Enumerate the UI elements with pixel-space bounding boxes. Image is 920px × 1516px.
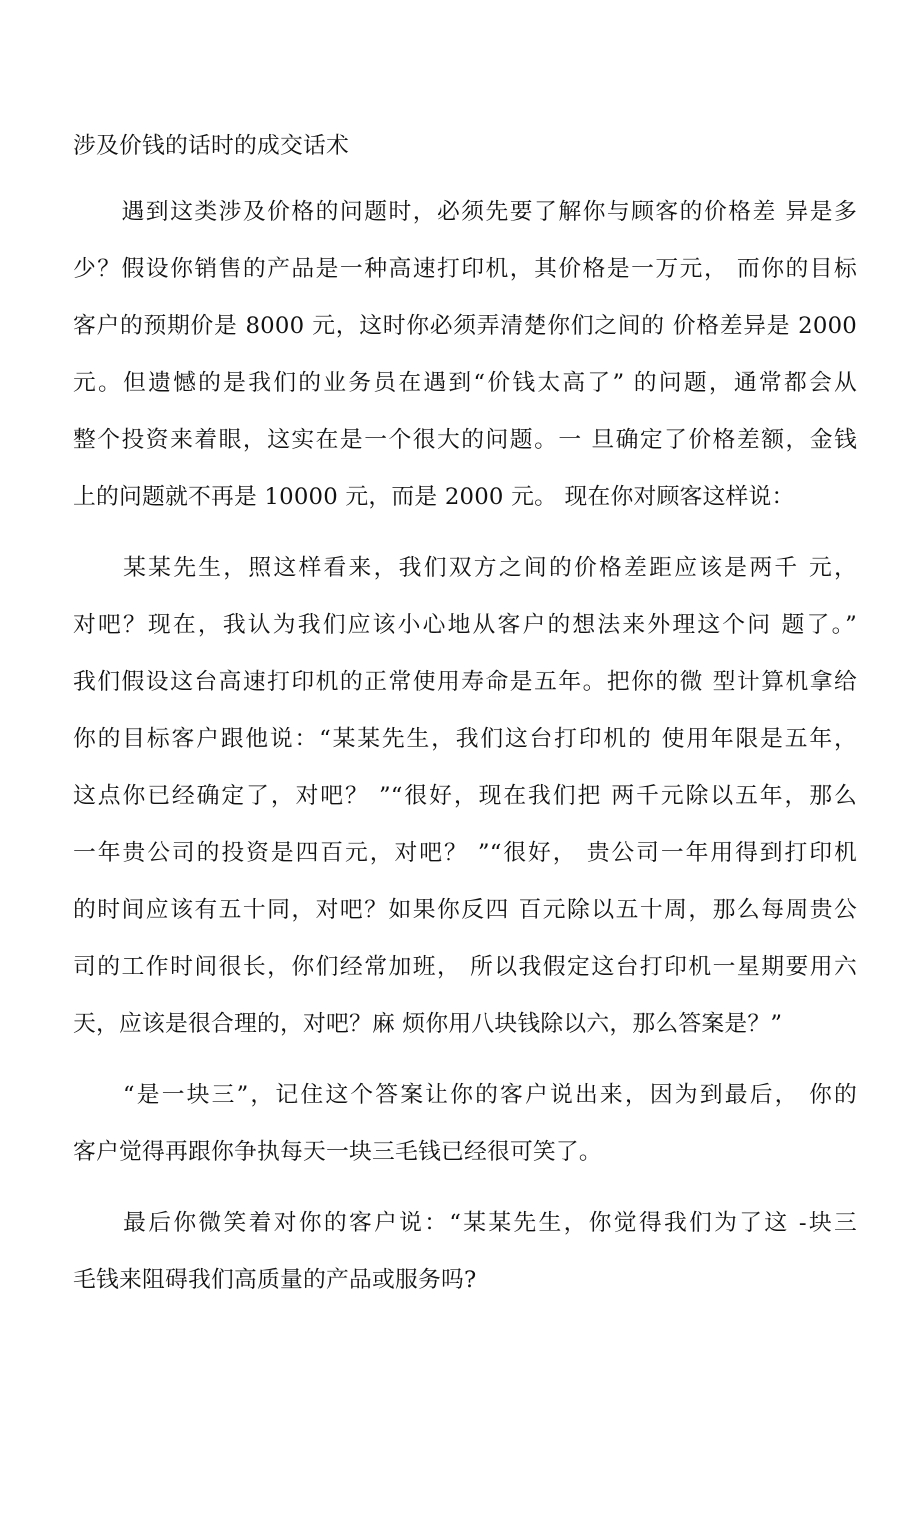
text-line: 我们假设这台高速打印机的正常使用寿命是五年。把你的微 型计算机拿给 [73,669,857,695]
spacer [73,1181,857,1195]
text-line: 毛钱来阻碍我们高质量的产品或服务吗? [73,1267,477,1293]
text-line: 少？假设你销售的产品是一种高速打印机，其价格是一万元， 而你的目标 [73,256,857,282]
paragraph-dialogue [73,540,857,1053]
text-line: 司的工作时间很长，你们经常加班， 所以我假定这台打印机一星期要用六 [73,954,857,980]
text-line: “是一块三”，记住这个答案让你的客户说出来，因为到最后， 你的 [73,1082,857,1108]
spacer [73,1053,857,1067]
text-line: 你的目标客户跟他说：“某某先生，我们这台打印机的 使用年限是五年， [73,726,857,752]
text-line: 某某先生，照这样看来，我们双方之间的价格差距应该是两千 元， [73,555,857,581]
text-line: 最后你微笑着对你的客户说：“某某先生，你觉得我们为了这 -块三 [73,1210,857,1236]
text-line: 元。但遗憾的是我们的业务员在遇到“价钱太高了” 的问题，通常都会从 [73,370,857,396]
text-line: 对吧？现在，我认为我们应该小心地从客户的想法来外理这个问 题了。” [73,612,857,638]
document-title: 涉及价钱的话时的成交话术 [73,133,349,159]
spacer [73,172,857,184]
text-line: 上的问题就不再是 10000 元，而是 2000 元。 现在你对顾客这样说： [73,484,795,510]
text-line: 客户的预期价是 8000 元，这时你必须弄清楚你们之间的 价格差异是 2000 [73,313,857,339]
paragraph-closing [73,1195,857,1309]
paragraph-answer [73,1067,857,1181]
spacer [73,526,857,540]
text-line: 客户觉得再跟你争执每天一块三毛钱已经很可笑了。 [73,1139,602,1165]
text-line: 这点你已经确定了，对吧？ ”“很好，现在我们把 两千元除以五年，那么 [73,783,857,809]
text-line: 天，应该是很合理的，对吧？麻 烦你用八块钱除以六，那么答案是？” [73,1011,783,1037]
text-line: 遇到这类涉及价格的问题时，必须先要了解你与顾客的价格差 异是多 [73,199,857,225]
paragraph-price-difference [73,184,857,526]
document-body [73,120,857,1309]
text-line: 整个投资来着眼，这实在是一个很大的问题。一 旦确定了价格差额，金钱 [73,427,857,453]
text-line: 一年贵公司的投资是四百元，对吧？ ”“很好， 贵公司一年用得到打印机 [73,840,857,866]
text-line: 的时间应该有五十同，对吧？如果你反四 百元除以五十周，那么每周贵公 [73,897,857,923]
